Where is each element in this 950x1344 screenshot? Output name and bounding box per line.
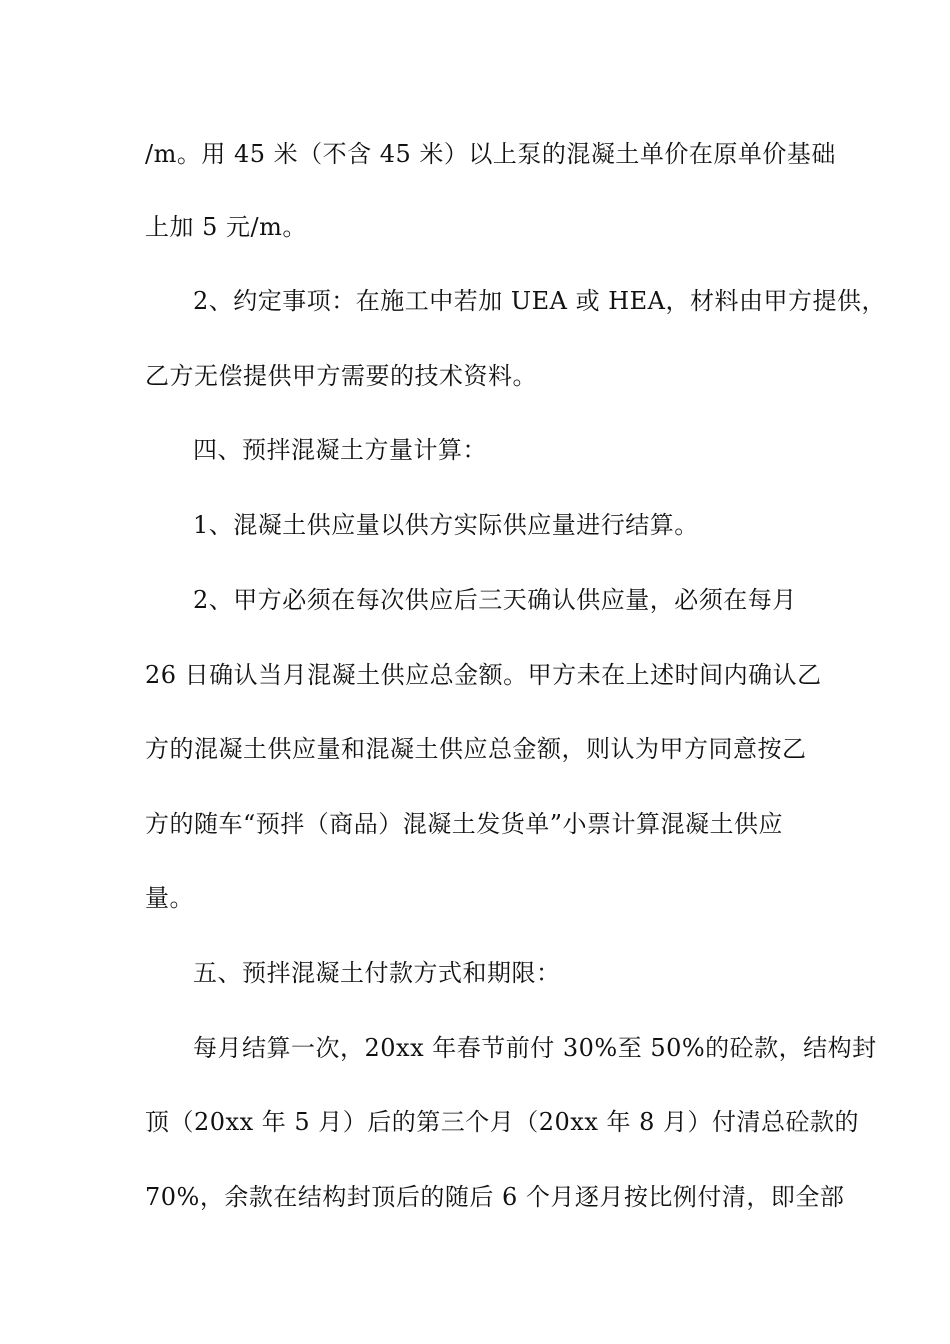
paragraph-line: 顶（20xx 年 5 月）后的第三个月（20xx 年 8 月）付清总砼款的 (145, 1108, 860, 1136)
paragraph-line: 乙方无偿提供甲方需要的技术资料。 (145, 362, 537, 390)
paragraph-line: 1、混凝土供应量以供方实际供应量进行结算。 (193, 511, 699, 539)
paragraph-line: 上加 5 元/m。 (145, 213, 307, 241)
paragraph-line: 70%，余款在结构封顶后的随后 6 个月逐月按比例付清，即全部 (145, 1183, 845, 1211)
paragraph-line: 方的随车“预拌（商品）混凝土发货单”小票计算混凝土供应 (145, 810, 784, 838)
paragraph-line: 26 日确认当月混凝土供应总金额。甲方未在上述时间内确认乙 (145, 661, 822, 689)
section-heading: 五、预拌混凝土付款方式和期限： (193, 959, 561, 987)
paragraph-line: 2、甲方必须在每次供应后三天确认供应量，必须在每月 (193, 586, 797, 614)
paragraph-line: 每月结算一次，20xx 年春节前付 30%至 50%的砼款，结构封 (193, 1034, 877, 1062)
paragraph-line: /m。用 45 米（不含 45 米）以上泵的混凝土单价在原单价基础 (145, 140, 836, 168)
section-heading: 四、预拌混凝土方量计算： (193, 436, 487, 464)
paragraph-line: 量。 (145, 884, 194, 912)
paragraph-line: 2、约定事项：在施工中若加 UEA 或 HEA，材料由甲方提供， (193, 287, 887, 315)
paragraph-line: 方的混凝土供应量和混凝土供应总金额，则认为甲方同意按乙 (145, 735, 807, 763)
